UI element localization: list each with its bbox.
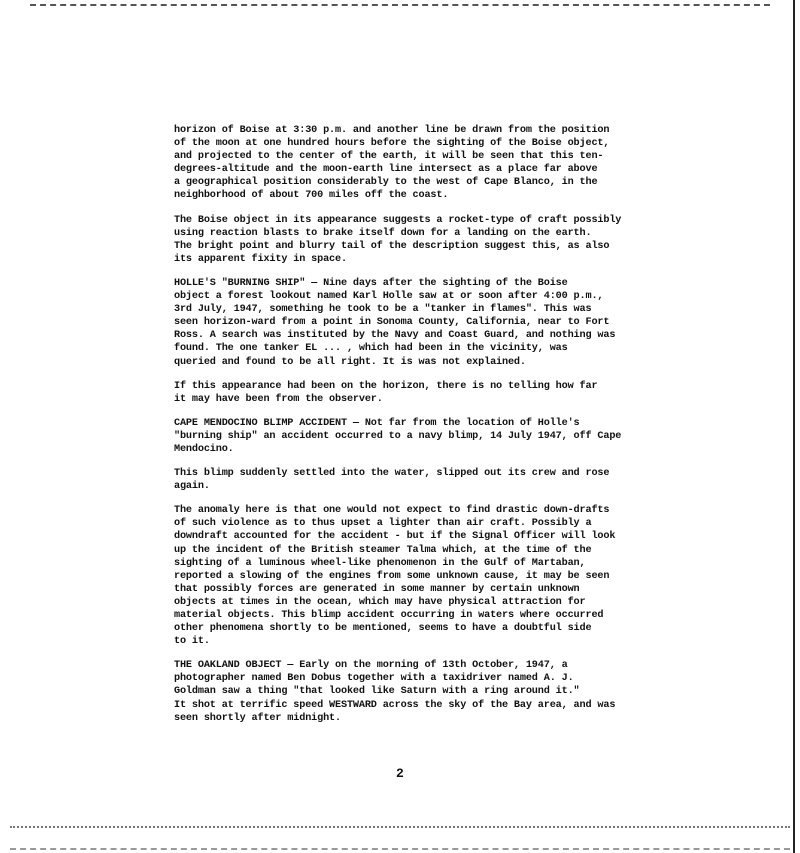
paragraph-blimp-settled xyxy=(174,467,659,493)
paragraph-boise-rocket xyxy=(174,214,659,266)
text-line: Ross. A search was instituted by the Navy and Coast Guard, and nothing was xyxy=(174,330,616,342)
text-line: using reaction blasts to brake itself down for a landing on the earth. xyxy=(174,227,592,239)
text-line: material objects. This blimp accident occurring in waters where occurred xyxy=(174,610,604,621)
scan-right-edge xyxy=(793,0,795,853)
text-line: and projected to the center of the earth, it will be seen that this ten- xyxy=(174,151,604,163)
text-line: neighborhood of about 700 miles off the coast. xyxy=(174,190,449,202)
text-line: other phenomena shortly to be mentioned, seems to have a doubtful side xyxy=(174,623,592,635)
scan-bottom-edge-outer xyxy=(10,848,790,850)
page-number: 2 xyxy=(396,766,404,781)
text-line: it may have been from the observer. xyxy=(174,393,383,405)
text-line: up the incident of the British steamer Talma which, at the time of the xyxy=(174,544,592,556)
text-line: a geographical position considerably to the west of Cape Blanco, in the xyxy=(174,177,598,189)
text-line: Goldman saw a thing "that looked like Saturn with a ring around it." xyxy=(174,686,580,698)
text-line: of the moon at one hundred hours before the sighting of the Boise object, xyxy=(174,138,610,150)
text-line: The anomaly here is that one would not expect to find drastic down-drafts xyxy=(174,505,610,517)
text-line: HOLLE'S "BURNING SHIP" — Nine days after the sighting of the Boise xyxy=(174,277,568,289)
paragraph-blimp-accident xyxy=(174,417,659,456)
paragraph-horizon-note xyxy=(174,380,659,406)
text-line: queried and found to be all right. It is was not explained. xyxy=(174,356,526,368)
text-line: The Boise object in its appearance suggests a rocket-type of craft possibly xyxy=(174,214,622,226)
text-line: horizon of Boise at 3:30 p.m. and another line be drawn from the position xyxy=(174,125,610,136)
paragraph-anomaly xyxy=(174,504,659,648)
text-line: seen horizon-ward from a point in Sonoma County, California, near to Fort xyxy=(174,317,610,329)
text-line: THE OAKLAND OBJECT — Early on the morning of 13th October, 1947, a xyxy=(174,660,568,672)
text-line: 3rd July, 1947, something he took to be a "tanker in flames". This was xyxy=(174,304,592,316)
paragraph-holle-burning-ship xyxy=(174,277,659,369)
text-line: degrees-altitude and the moon-earth line intersect as a place far above xyxy=(174,164,598,176)
body-text xyxy=(174,124,659,736)
paragraph-boise-geometry xyxy=(174,124,659,203)
text-line: its apparent fixity in space. xyxy=(174,253,347,265)
text-line: found. The one tanker EL ... , which had been in the vicinity, was xyxy=(174,343,568,355)
text-line: objects at times in the ocean, which may have physical attraction for xyxy=(174,596,586,608)
text-line: If this appearance had been on the horizon, there is no telling how far xyxy=(174,380,598,392)
text-line: This blimp suddenly settled into the water, slipped out its crew and rose xyxy=(174,468,610,480)
text-line: that possibly forces are generated in some manner by certain unknown xyxy=(174,583,580,595)
text-line: seen shortly after midnight. xyxy=(174,712,341,724)
text-line: of such violence as to thus upset a lighter than air craft. Possibly a xyxy=(174,518,592,530)
text-line: to it. xyxy=(174,636,210,648)
text-line: Mendocino. xyxy=(174,443,234,455)
text-line: again. xyxy=(174,481,210,493)
text-line: The bright point and blurry tail of the description suggest this, as also xyxy=(174,240,610,252)
text-line: sighting of a luminous wheel-like phenomenon in the Gulf of Martaban, xyxy=(174,557,586,569)
text-line: downdraft accounted for the accident - but if the Signal Officer will look xyxy=(174,531,616,543)
paragraph-oakland-object xyxy=(174,659,659,724)
text-line: CAPE MENDOCINO BLIMP ACCIDENT — Not far from the location of Holle's xyxy=(174,417,580,429)
scan-top-edge xyxy=(30,4,770,6)
scan-bottom-edge xyxy=(10,826,790,828)
text-line: photographer named Ben Dobus together with a taxidriver named A. J. xyxy=(174,673,574,685)
text-line: It shot at terrific speed WESTWARD across the sky of the Bay area, and was xyxy=(174,699,616,711)
text-line: object a forest lookout named Karl Holle saw at or soon after 4:00 p.m., xyxy=(174,291,604,303)
text-line: reported a slowing of the engines from some unknown cause, it may be seen xyxy=(174,570,610,582)
text-line: "burning ship" an accident occurred to a navy blimp, 14 July 1947, off Cape xyxy=(174,430,622,442)
